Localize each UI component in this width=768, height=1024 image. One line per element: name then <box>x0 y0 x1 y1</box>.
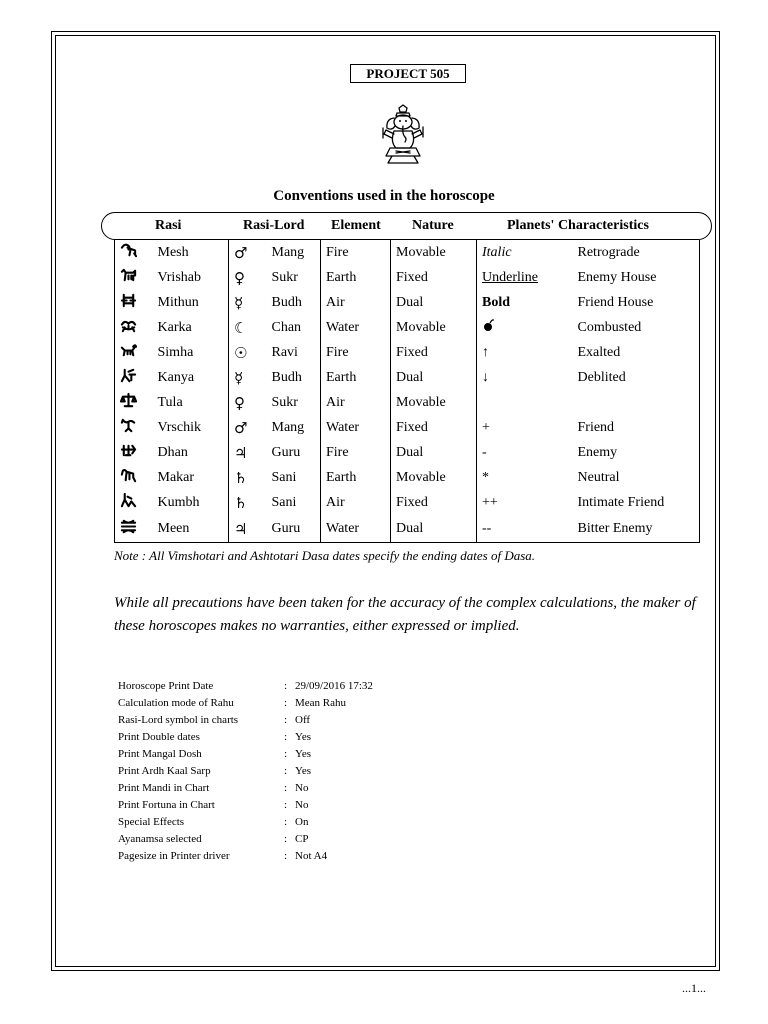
meaning-cell: Friend <box>573 415 700 440</box>
notation-cell: ++ <box>477 490 573 515</box>
setting-separator: : <box>284 765 288 777</box>
setting-value: Mean Rahu <box>295 697 347 709</box>
rasi-symbol-cell <box>115 365 153 390</box>
convention-row <box>115 365 700 390</box>
setting-value: 29/09/2016 17:32 <box>295 680 373 692</box>
element-cell: Air <box>321 290 391 315</box>
nature-cell: Fixed <box>391 415 477 440</box>
element-cell: Water <box>321 415 391 440</box>
setting-label: Print Fortuna in Chart <box>118 799 215 811</box>
nature-cell: Dual <box>391 365 477 390</box>
rasi-name: Tula <box>153 390 229 415</box>
convention-row <box>115 415 700 440</box>
notation-cell: + <box>477 415 573 440</box>
page-number: ...1... <box>682 981 706 995</box>
setting-row <box>118 746 373 763</box>
meaning-cell: Enemy House <box>573 265 700 290</box>
setting-row <box>118 712 373 729</box>
lord-symbol: ☿ <box>229 290 267 315</box>
lord-name: Ravi <box>267 340 321 365</box>
element-cell: Fire <box>321 440 391 465</box>
lord-symbol: ♂ <box>229 415 267 440</box>
lord-symbol: ♄ <box>229 465 267 490</box>
lord-symbol: ☉ <box>229 340 267 365</box>
convention-row <box>115 290 700 315</box>
rasi-symbol-cell <box>115 515 153 543</box>
nature-cell: Fixed <box>391 490 477 515</box>
setting-row <box>118 763 373 780</box>
nature-cell: Dual <box>391 290 477 315</box>
rasi-name: Vrishab <box>153 265 229 290</box>
nature-cell: Fixed <box>391 265 477 290</box>
notation-symbol-cell <box>477 315 573 340</box>
rasi-symbol-cell <box>115 415 153 440</box>
meaning-cell: Intimate Friend <box>573 490 700 515</box>
setting-row <box>118 729 373 746</box>
scorpion-icon <box>120 417 137 434</box>
setting-separator: : <box>284 833 288 845</box>
rasi-symbol-cell <box>115 315 153 340</box>
setting-value: Yes <box>295 748 312 760</box>
setting-separator: : <box>284 782 288 794</box>
element-cell: Earth <box>321 365 391 390</box>
setting-separator: : <box>284 850 288 862</box>
settings-list <box>118 678 373 865</box>
rasi-symbol-cell <box>115 390 153 415</box>
setting-value: Not A4 <box>295 850 328 862</box>
rasi-symbol-cell <box>115 265 153 290</box>
setting-row <box>118 780 373 797</box>
notation-cell: Underline <box>477 265 573 290</box>
header-element: Element <box>331 218 381 233</box>
rasi-name: Kanya <box>153 365 229 390</box>
ram-icon <box>120 242 137 259</box>
lord-symbol: ♃ <box>229 515 267 543</box>
setting-separator: : <box>284 799 288 811</box>
rasi-symbol-cell <box>115 465 153 490</box>
convention-row <box>115 265 700 290</box>
lord-symbol: ♃ <box>229 440 267 465</box>
lord-name: Guru <box>267 515 321 543</box>
bull-icon <box>120 267 137 284</box>
nature-cell: Movable <box>391 315 477 340</box>
nature-cell: Movable <box>391 240 477 265</box>
rasi-name: Vrschik <box>153 415 229 440</box>
rasi-symbol-cell <box>115 290 153 315</box>
setting-value: On <box>295 816 309 828</box>
meaning-cell: Bitter Enemy <box>573 515 700 543</box>
setting-label: Horoscope Print Date <box>118 680 214 692</box>
nature-cell: Movable <box>391 465 477 490</box>
header-nature: Nature <box>412 218 454 233</box>
lord-name: Chan <box>267 315 321 340</box>
setting-value: CP <box>295 833 309 845</box>
setting-separator: : <box>284 731 288 743</box>
dasa-note: Note : All Vimshotari and Ashtotari Dasa dates specify the ending dates of Dasa. <box>114 548 536 563</box>
lord-symbol: ♀ <box>229 390 267 415</box>
notation-cell: -- <box>477 515 573 543</box>
goat-icon <box>120 467 137 484</box>
archer-icon <box>120 442 137 459</box>
setting-value: Yes <box>295 731 312 743</box>
lord-symbol: ♂ <box>229 240 267 265</box>
lord-symbol: ☾ <box>229 315 267 340</box>
notation-cell: Italic <box>477 240 573 265</box>
meaning-cell: Retrograde <box>573 240 700 265</box>
convention-row <box>115 240 700 265</box>
setting-row <box>118 797 373 814</box>
setting-separator: : <box>284 697 288 709</box>
lord-symbol: ♀ <box>229 265 267 290</box>
setting-separator: : <box>284 816 288 828</box>
twins-icon <box>120 292 137 309</box>
setting-label: Print Mangal Dosh <box>118 748 202 760</box>
crab-icon <box>120 317 137 334</box>
nature-cell: Fixed <box>391 340 477 365</box>
setting-value: Yes <box>295 765 312 777</box>
convention-row <box>115 340 700 365</box>
lord-symbol: ☿ <box>229 365 267 390</box>
setting-label: Pagesize in Printer driver <box>118 850 230 862</box>
meaning-cell: Enemy <box>573 440 700 465</box>
element-cell: Water <box>321 315 391 340</box>
lord-name: Sani <box>267 465 321 490</box>
nature-cell: Dual <box>391 515 477 543</box>
meaning-cell: Friend House <box>573 290 700 315</box>
lord-name: Guru <box>267 440 321 465</box>
header-planets-characteristics: Planets' Characteristics <box>507 218 649 233</box>
notation-cell: - <box>477 440 573 465</box>
fishes-icon <box>120 518 137 535</box>
rasi-symbol-cell <box>115 340 153 365</box>
convention-row <box>115 465 700 490</box>
rasi-name: Mithun <box>153 290 229 315</box>
meaning-cell <box>573 390 700 415</box>
rasi-name: Meen <box>153 515 229 543</box>
lord-name: Budh <box>267 290 321 315</box>
notation-cell: ↑ <box>477 340 573 365</box>
project-title: PROJECT 505 <box>350 64 466 83</box>
lion-icon <box>120 342 137 359</box>
setting-label: Rasi-Lord symbol in charts <box>118 714 239 726</box>
lord-name: Mang <box>267 240 321 265</box>
scales-icon <box>120 392 137 409</box>
element-cell: Water <box>321 515 391 543</box>
element-cell: Fire <box>321 240 391 265</box>
setting-row <box>118 814 373 831</box>
setting-value: Off <box>295 714 311 726</box>
meaning-cell: Deblited <box>573 365 700 390</box>
notation-cell: ↓ <box>477 365 573 390</box>
setting-separator: : <box>284 714 288 726</box>
meaning-cell: Exalted <box>573 340 700 365</box>
rasi-name: Mesh <box>153 240 229 265</box>
rasi-symbol-cell <box>115 440 153 465</box>
rasi-name: Kumbh <box>153 490 229 515</box>
setting-label: Ayanamsa selected <box>118 833 202 845</box>
setting-row <box>118 678 373 695</box>
setting-separator: : <box>284 748 288 760</box>
convention-row <box>115 315 700 340</box>
notation-cell <box>477 390 573 415</box>
rasi-symbol-cell <box>115 490 153 515</box>
convention-row <box>115 390 700 415</box>
notation-cell: Bold <box>477 290 573 315</box>
setting-value: No <box>295 799 309 811</box>
rasi-name: Makar <box>153 465 229 490</box>
rasi-name: Dhan <box>153 440 229 465</box>
lord-name: Budh <box>267 365 321 390</box>
element-cell: Air <box>321 490 391 515</box>
convention-row <box>115 440 700 465</box>
setting-row <box>118 831 373 848</box>
water-bearer-icon <box>120 492 137 509</box>
meaning-cell: Neutral <box>573 465 700 490</box>
meaning-cell: Combusted <box>573 315 700 340</box>
lord-name: Sukr <box>267 265 321 290</box>
setting-row <box>118 848 373 865</box>
rasi-symbol-cell <box>115 240 153 265</box>
header-rasi-lord: Rasi-Lord <box>243 218 305 233</box>
conventions-table <box>114 240 700 543</box>
setting-label: Print Ardh Kaal Sarp <box>118 765 211 777</box>
setting-label: Print Double dates <box>118 731 200 743</box>
lord-name: Mang <box>267 415 321 440</box>
rasi-name: Karka <box>153 315 229 340</box>
element-cell: Fire <box>321 340 391 365</box>
element-cell: Air <box>321 390 391 415</box>
header-rasi: Rasi <box>155 218 182 233</box>
notation-cell: * <box>477 465 573 490</box>
lord-name: Sukr <box>267 390 321 415</box>
conventions-heading: Conventions used in the horoscope <box>273 188 495 204</box>
setting-separator: : <box>284 680 288 692</box>
nature-cell: Dual <box>391 440 477 465</box>
setting-label: Print Mandi in Chart <box>118 782 210 794</box>
setting-label: Calculation mode of Rahu <box>118 697 234 709</box>
setting-value: No <box>295 782 309 794</box>
rasi-name: Simha <box>153 340 229 365</box>
element-cell: Earth <box>321 465 391 490</box>
convention-row <box>115 515 700 543</box>
element-cell: Earth <box>321 265 391 290</box>
lord-symbol: ♄ <box>229 490 267 515</box>
lord-name: Sani <box>267 490 321 515</box>
setting-row <box>118 695 373 712</box>
disclaimer: While all precautions have been taken for the accuracy of the complex calculations, the maker of these horoscopes makes no warranties, either expressed or implied. <box>114 595 696 634</box>
ganesha-icon <box>376 104 430 166</box>
bomb-icon <box>482 318 496 332</box>
nature-cell: Movable <box>391 390 477 415</box>
maiden-icon <box>120 367 137 384</box>
convention-row <box>115 490 700 515</box>
setting-label: Special Effects <box>118 816 185 828</box>
